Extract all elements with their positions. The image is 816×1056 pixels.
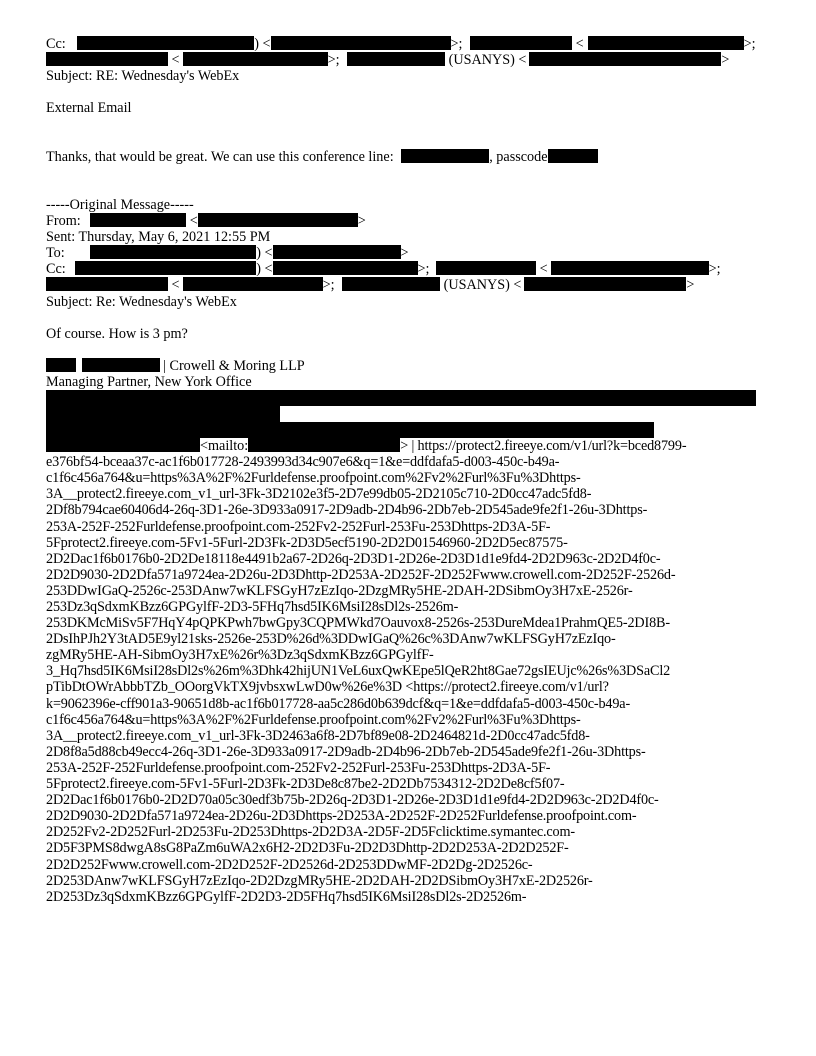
redaction-block <box>46 422 654 438</box>
angle-open: < <box>539 261 548 278</box>
url-line[interactable]: 3A__protect2.fireeye.com_v1_url-3Fk-3D2463a6f8-2D7bf89e08-2D2464821d-2D0cc47adc5fd8- <box>46 727 590 744</box>
url-line[interactable]: 253DDwIGaQ-2526c-253DAnw7wKLFSGyH7zEzIqo-2DzgMRy5HE-2DAH-2DSibmOy3H7xE-2526r- <box>46 582 633 599</box>
from-line <box>46 213 786 229</box>
url-line[interactable]: 2D252Fv2-2D252Furl-2D253Fu-2D253Dhttps-2D2D3A-2D5F-2D5Fclicktime.symantec.com- <box>46 824 575 841</box>
url-line[interactable]: 2D253Dz3qSdxmKBzz6GPGylfF-2D2D3-2D5FHq7hsd5IK6MsiI28sDl2s-2D2526m- <box>46 888 527 905</box>
signature-name-line <box>46 358 786 374</box>
cc-separator: ) < <box>254 36 271 52</box>
cc-separator: >; <box>450 36 463 52</box>
redaction-block <box>90 213 186 227</box>
url-line[interactable]: 2D2D9030-2D2Dfa571a9724ea-2D26u-2D3Dhttps-2D253A-2D252F-2D252Furldefense.proofpoint.com- <box>46 808 637 825</box>
url-line[interactable]: 2D8f8a5d88cb49ecc4-26q-3D1-26e-3D933a0917-2D9adb-2D4b96-2Db7eb-2D545ade9fe2f1-26u-3Dhttps- <box>46 743 646 760</box>
url-line[interactable]: 2D5F3PMS8dwgA8sG8PaZm6uWA2x6H2-2D2D3Fu-2D2D3Dhttp-2D2D253A-2D2D252F- <box>46 840 569 857</box>
signature-redacted-area <box>46 390 786 438</box>
redaction-block <box>524 277 686 291</box>
sent-line: Sent: Thursday, May 6, 2021 12:55 PM <box>46 229 271 246</box>
cc-separator: >; <box>322 277 335 294</box>
url-line[interactable]: 2D2Dac1f6b0176b0-2D2D70a05c30edf3b75b-2D26q-2D3D1-2D26e-2D3D1d1e9fd4-2D2D963c-2D2D4f0c- <box>46 792 659 809</box>
passcode-label: , passcode <box>489 148 548 165</box>
redaction-block <box>588 36 744 50</box>
url-line[interactable]: 2D2D9030-2D2Dfa571a9724ea-2D26u-2D3Dhttp-2D253A-2D252F-2D252Fwww.crowell.com-2D252F-2526d- <box>46 566 676 583</box>
original-cc-line-2 <box>46 277 786 293</box>
cc-label: Cc: <box>46 261 66 278</box>
protected-url-block <box>46 454 786 905</box>
cc-angle-open: < <box>171 52 180 69</box>
original-subject-line: Subject: Re: Wednesday's WebEx <box>46 293 237 310</box>
email-document <box>46 36 786 905</box>
reply-message <box>46 149 786 165</box>
signature-firm: | Crowell & Moring LLP <box>163 357 305 374</box>
angle-close: > <box>400 245 409 262</box>
url-line[interactable]: c1f6c456a764&u=https%3A%2F%2Furldefense.proofpoint.com%2Fv2%2Furl%3Fu%3Dhttps- <box>46 470 581 487</box>
angle-open: < <box>171 277 180 294</box>
cc-separator: >; <box>708 261 721 278</box>
redaction-block <box>46 406 280 422</box>
redaction-block <box>529 52 721 66</box>
redaction-block <box>77 36 254 50</box>
redaction-block <box>46 438 200 452</box>
redaction-block <box>183 52 328 66</box>
redaction-block <box>342 277 440 291</box>
signature-title: Managing Partner, New York Office <box>46 373 252 390</box>
redaction-block <box>248 438 400 452</box>
url-line[interactable]: 5Fprotect2.fireeye.com-5Fv1-5Furl-2D3Fk-2D3De8c87be2-2D2Db7534312-2D2De8cf5f07- <box>46 776 565 793</box>
url-line[interactable]: 2D2D252Fwww.crowell.com-2D2D252F-2D2526d-2D253DDwMF-2D2Dg-2D2526c- <box>46 856 533 873</box>
angle-close: > <box>357 213 366 230</box>
url-line[interactable]: 253A-252F-252Furldefense.proofpoint.com-252Fv2-252Furl-253Fu-253Dhttps-2D3A-5F- <box>46 759 551 776</box>
signature-mailto-line <box>46 438 786 454</box>
redaction-block <box>46 358 76 372</box>
original-message-separator: -----Original Message----- <box>46 196 194 213</box>
redaction-block <box>75 261 256 275</box>
cc-usanys: (USANYS) < <box>443 277 522 294</box>
redaction-block <box>548 149 598 163</box>
redaction-block <box>273 245 401 259</box>
url-line[interactable]: k=9062396e-cff901a3-90651d8b-ac1f6b017728-aa5c286d0b639dcf&q=1&e=ddfdafa5-d003-450c-b49a- <box>46 695 631 712</box>
url-line[interactable]: 253DKMcMiSv5F7HqY4pQPKPwh7bwGpy3CQPMWkd7Oauvox8-2526s-253DureMdea1PrahmQE5-2DI8B- <box>46 615 670 632</box>
cc-line-1 <box>46 36 786 52</box>
redaction-block <box>82 358 160 372</box>
cc-angle-close: > <box>721 52 730 69</box>
url-line[interactable]: zgMRy5HE-AH-SibmOy3H7xE%26r%3Dz3qSdxmKBzz6GPGylfF- <box>46 647 434 664</box>
redaction-block <box>46 277 168 291</box>
to-separator: ) < <box>256 245 273 262</box>
cc-label: Cc: <box>46 36 66 52</box>
redaction-block <box>183 277 323 291</box>
redaction-block <box>271 36 451 50</box>
url-line[interactable]: 5Fprotect2.fireeye.com-5Fv1-5Furl-2D3Fk-2D3D5ecf5190-2D2D01546960-2D2D5ec87575- <box>46 534 568 551</box>
from-label: From: <box>46 213 81 230</box>
mailto-label: <mailto: <box>200 438 249 455</box>
url-line[interactable]: 3A__protect2.fireeye.com_v1_url-3Fk-3D2102e3f5-2D7e99db05-2D2105c710-2D0cc47adc5fd8- <box>46 486 592 503</box>
url-line[interactable]: e376bf54-bceaa37c-ac1f6b017728-2493993d34c907e6&q=1&e=ddfdafa5-d003-450c-b49a- <box>46 454 560 471</box>
redaction-block <box>401 149 489 163</box>
redaction-block <box>273 261 418 275</box>
subject-line: Subject: RE: Wednesday's WebEx <box>46 68 240 85</box>
url-line[interactable]: 2D253DAnw7wKLFSGyH7zEzIqo-2D2DzgMRy5HE-2D2DAH-2D2DSibmOy3H7xE-2D2526r- <box>46 872 593 889</box>
url-line[interactable]: 253A-252F-252Furldefense.proofpoint.com-252Fv2-252Furl-253Fu-253Dhttps-2D3A-5F- <box>46 518 551 535</box>
cc-usanys: (USANYS) < <box>448 52 527 69</box>
url-line[interactable]: c1f6c456a764&u=https%3A%2F%2Furldefense.proofpoint.com%2Fv2%2Furl%3Fu%3Dhttps- <box>46 711 581 728</box>
url-line[interactable]: 2D2Dac1f6b0176b0-2D2De18118e4491b2a67-2D26q-2D3D1-2D26e-2D3D1d1e9fd4-2D2D963c-2D2D4f0c- <box>46 550 661 567</box>
angle-close: > <box>686 277 695 294</box>
redaction-block <box>198 213 358 227</box>
to-label: To: <box>46 245 65 262</box>
reply-text: Thanks, that would be great. We can use this conference line: <box>46 148 394 165</box>
url-line[interactable]: 3_Hq7hsd5IK6MsiI28sDl2s%26m%3Dhk42hijUN1VeL6uxQwKEpe5lQeR2ht8Gae72gsIEUjc%26s%3DSaCl2 <box>46 663 671 680</box>
cc-separator: >; <box>417 261 430 278</box>
redaction-block <box>90 245 256 259</box>
cc-angle-open: < <box>575 36 584 52</box>
fireeye-link-start[interactable]: > | https://protect2.fireeye.com/v1/url?k=bced8799- <box>400 438 687 455</box>
angle-open: < <box>189 213 198 230</box>
url-line[interactable]: pTibDtOWrAbbbTZb_OOorgVkTX9jvbsxwLwD0w%26e%3D <https://protect2.fireeye.com/v1/url? <box>46 679 609 696</box>
redaction-block <box>46 390 756 406</box>
url-line[interactable]: 253Dz3qSdxmKBzz6GPGylfF-2D3-5FHq7hsd5IK6MsiI28sDl2s-2526m- <box>46 599 459 615</box>
redaction-block <box>46 52 168 66</box>
redaction-block <box>551 261 709 275</box>
original-message-body: Of course. How is 3 pm? <box>46 325 188 342</box>
cc-separator: ) < <box>256 261 273 278</box>
url-line[interactable]: 2Df8b794cae60406d4-26q-3D1-26e-3D933a0917-2D9adb-2D4b96-2Db7eb-2D545ade9fe2f1-26u-3Dhttps- <box>46 502 648 519</box>
original-cc-line-1 <box>46 261 786 277</box>
cc-separator: >; <box>743 36 756 52</box>
cc-line-2 <box>46 52 786 68</box>
url-line[interactable]: 2DsIhPJh2Y3tAD5E9yl21sks-2526e-253D%26d%3DDwIGaQ%26c%3DAnw7wKLFSGyH7zEzIqo- <box>46 631 616 648</box>
redaction-block <box>470 36 572 50</box>
to-line <box>46 245 786 261</box>
cc-separator: >; <box>327 52 340 69</box>
redaction-block <box>347 52 445 66</box>
external-email-banner: External Email <box>46 100 132 117</box>
redaction-block <box>436 261 536 275</box>
